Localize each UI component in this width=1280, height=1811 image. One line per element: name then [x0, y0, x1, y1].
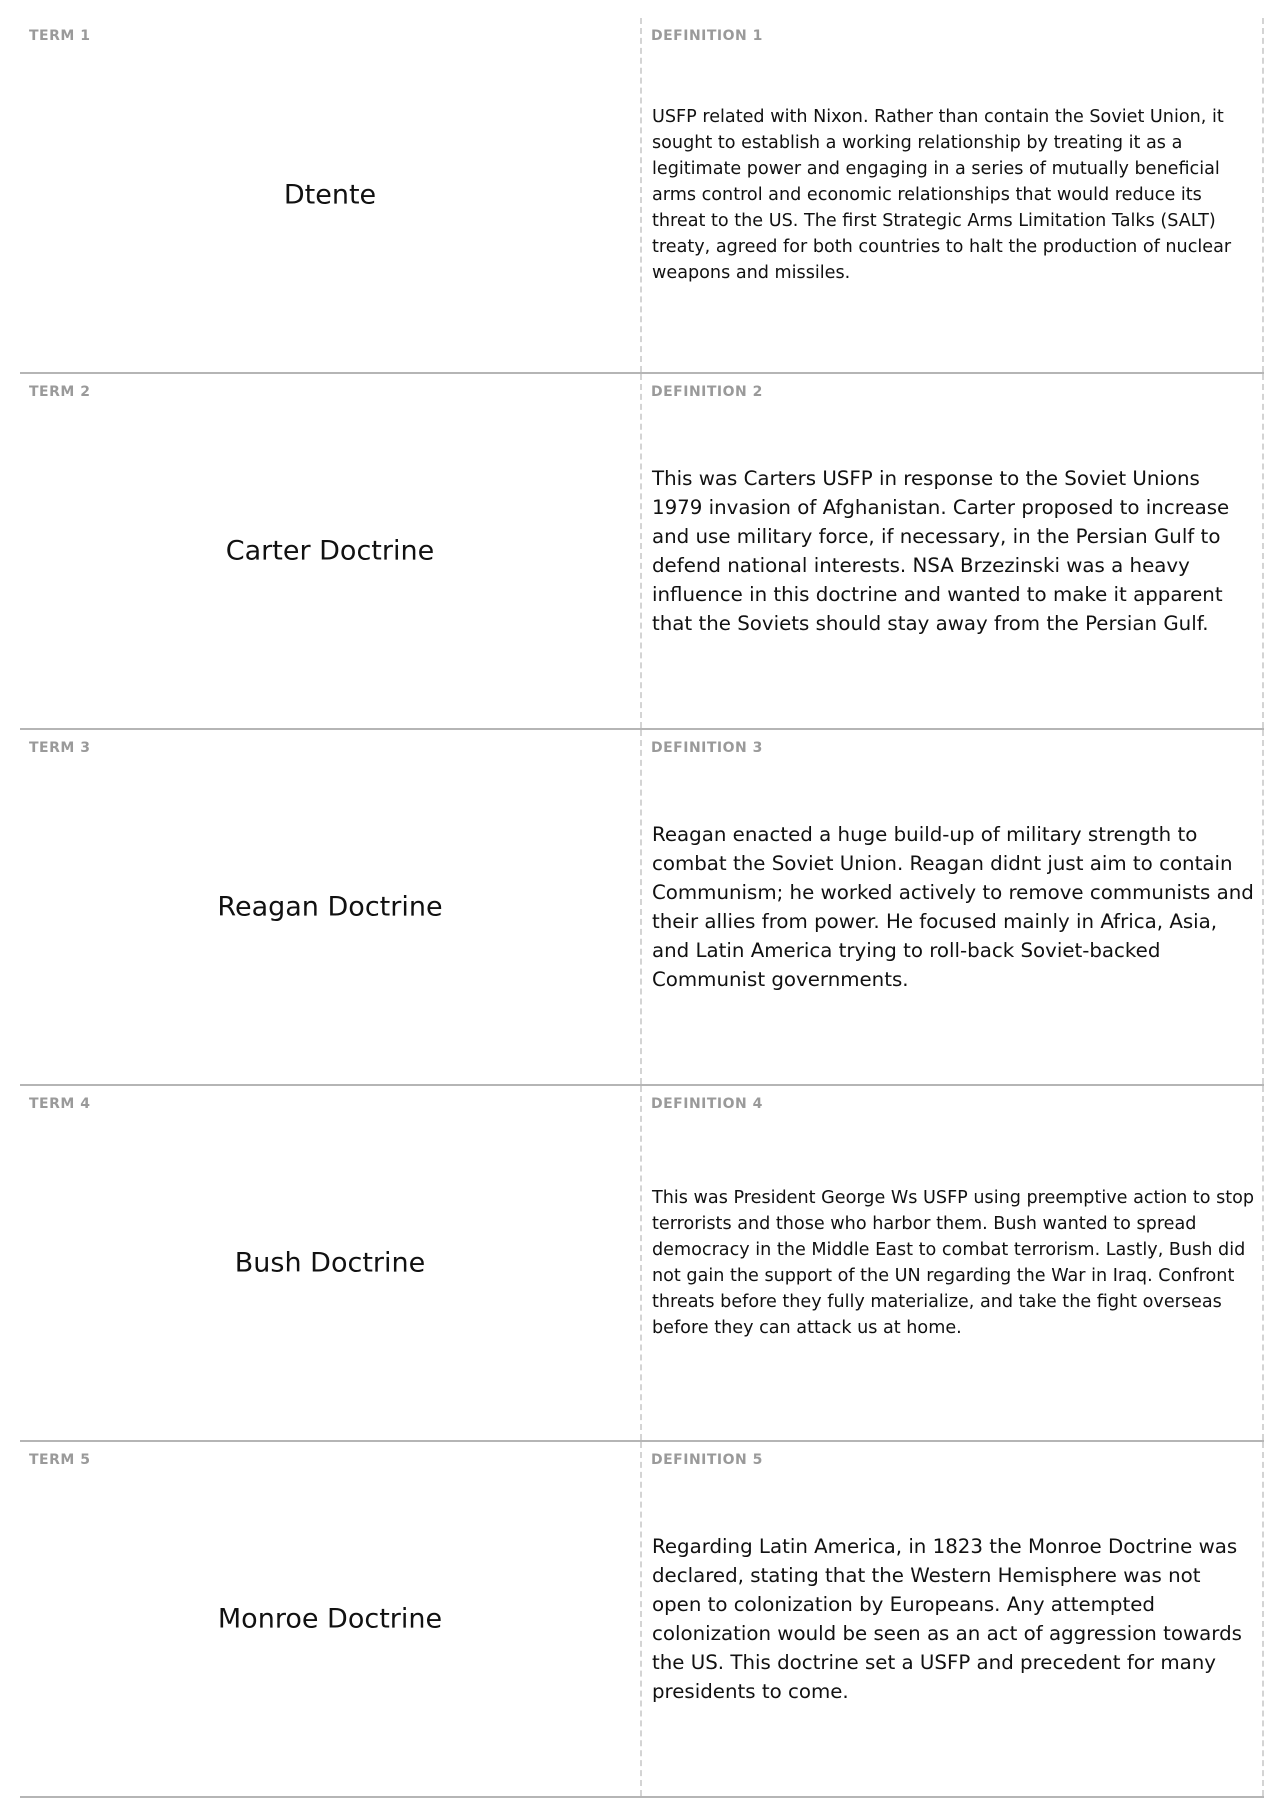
term-text: Reagan Doctrine — [217, 891, 443, 923]
term-text: Dtente — [283, 179, 377, 211]
term-label: TERM 5 — [29, 1452, 91, 1468]
definition-label: DEFINITION 5 — [651, 1452, 763, 1468]
definition-cell — [642, 1086, 1264, 1440]
term-text: Carter Doctrine — [225, 535, 435, 567]
definition-text: USFP related with Nixon. Rather than contain the Soviet Union, it sought to establish a working relationship by treating it as a legitimate power and engaging in a series of mutually beneficial arms control and economic relationships that would reduce its threat to the US. The first Strategic Arms Limitation Talks (SALT) treaty, agreed for both countries to halt the production of nuclear weapons and missiles. — [652, 107, 1232, 283]
term-text: Monroe Doctrine — [217, 1603, 443, 1635]
card-row-1 — [20, 18, 1264, 374]
definition-text: This was Carters USFP in response to the Soviet Unions 1979 invasion of Afghanistan. Carter proposed to increase and use military force, if necessary, in the Persian Gulf to defend national interests. NSA Brzezinski was a heavy influence in this doctrine and wanted to make it apparent that the Soviets should stay away from the Persian Gulf. — [652, 467, 1230, 635]
term-cell — [20, 1442, 642, 1796]
card-row-5 — [20, 1442, 1264, 1798]
definition-cell — [642, 374, 1264, 728]
definition-text: This was President George Ws USFP using preemptive action to stop terrorists and those who harbor them. Bush wanted to spread democracy in the Middle East to combat terrorism. Lastly, Bush did not gain the support of the UN regarding the War in Iraq. Confront threats before they fully materialize, and take the fight overseas before they can attack us at home. — [652, 1188, 1255, 1338]
definition-text: Reagan enacted a huge build-up of military strength to combat the Soviet Union. Reagan didnt just aim to contain Communism; he worked actively to remove communists and their allies from power. He focused mainly in Africa, Asia, and Latin America trying to roll-back Soviet-backed Communist governments. — [652, 823, 1254, 991]
card-row-4 — [20, 1086, 1264, 1442]
definition-label: DEFINITION 3 — [651, 740, 763, 756]
definition-cell — [642, 1442, 1264, 1796]
term-label: TERM 2 — [29, 384, 91, 400]
term-label: TERM 1 — [29, 28, 91, 44]
definition-label: DEFINITION 2 — [651, 384, 763, 400]
definition-label: DEFINITION 1 — [651, 28, 763, 44]
term-label: TERM 3 — [29, 740, 91, 756]
term-cell — [20, 374, 642, 728]
definition-text: Regarding Latin America, in 1823 the Monroe Doctrine was declared, stating that the Western Hemisphere was not open to colonization by Europeans. Any attempted colonization would be seen as an act of aggression towards the US. This doctrine set a USFP and precedent for many presidents to come. — [652, 1535, 1242, 1703]
term-text: Bush Doctrine — [234, 1247, 426, 1279]
definition-label: DEFINITION 4 — [651, 1096, 763, 1112]
card-row-2 — [20, 374, 1264, 730]
flashcard-sheet — [20, 18, 1264, 1798]
term-cell — [20, 1086, 642, 1440]
term-label: TERM 4 — [29, 1096, 91, 1112]
card-row-3 — [20, 730, 1264, 1086]
term-cell — [20, 730, 642, 1084]
definition-cell — [642, 730, 1264, 1084]
term-cell — [20, 18, 642, 372]
definition-cell — [642, 18, 1264, 372]
